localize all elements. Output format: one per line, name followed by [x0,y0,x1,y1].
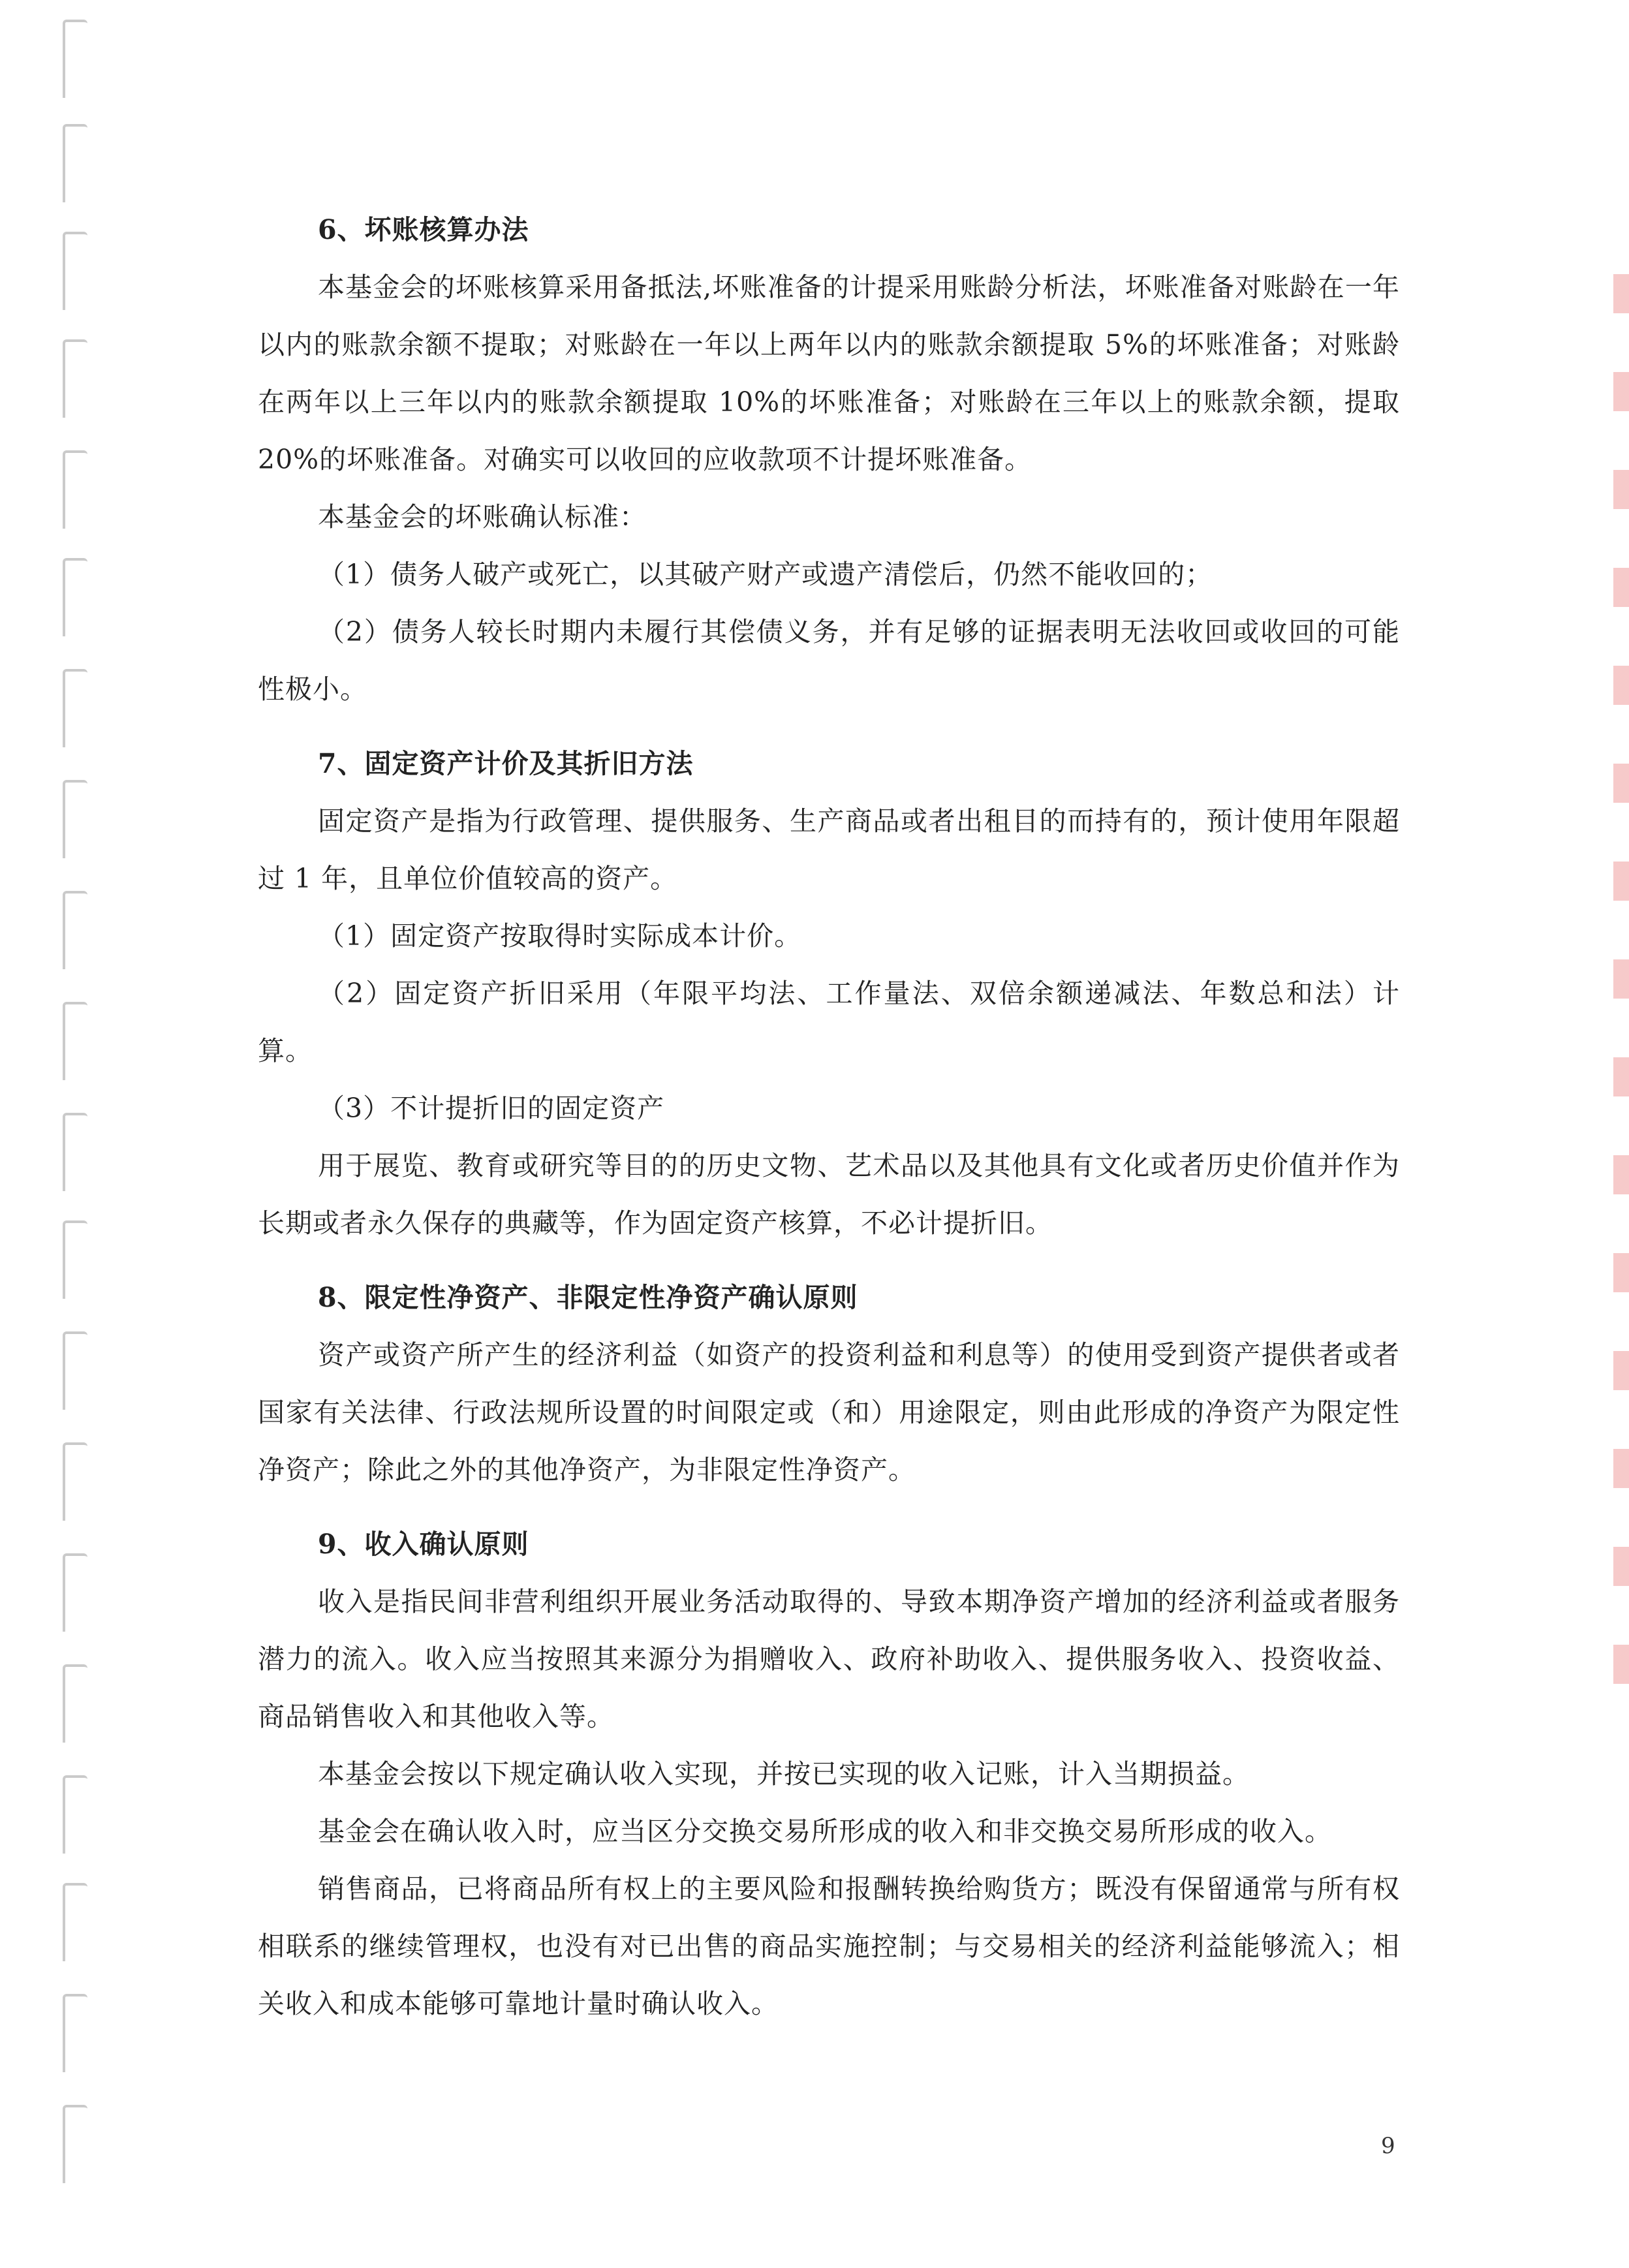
binding-hole [63,339,87,418]
binding-hole [63,232,87,310]
paragraph: 销售商品，已将商品所有权上的主要风险和报酬转换给购货方；既没有保留通常与所有权相联系的继续管理权，也没有对已出售的商品实施控制；与交易相关的经济利益能够流入；相关收入和成本能够可靠地计量时确认收入。 [258,1873,1400,2019]
section-heading: 9、收入确认原则 [318,1529,529,1560]
paragraph: 本基金会按以下规定确认收入实现，并按已实现的收入记账，计入当期损益。 [318,1758,1250,1790]
binding-hole [63,1002,87,1080]
binding-holes [0,0,98,2268]
document-body [258,196,1400,2032]
binding-hole [63,558,87,636]
binding-hole [63,669,87,747]
paragraph: （1）债务人破产或死亡，以其破产财产或遗产清偿后，仍然不能收回的； [318,559,1213,590]
paragraph: 固定资产是指为行政管理、提供服务、生产商品或者出租目的而持有的，预计使用年限超过 1 年，且单位价值较高的资产。 [258,805,1400,894]
binding-hole [63,124,87,202]
binding-hole [63,20,87,98]
section-heading: 7、固定资产计价及其折旧方法 [318,748,694,779]
binding-hole [63,450,87,529]
binding-hole [63,1220,87,1299]
section-heading: 8、限定性净资产、非限定性净资产确认原则 [318,1282,858,1313]
paragraph: 基金会在确认收入时，应当区分交换交易所形成的收入和非交换交易所形成的收入。 [318,1816,1332,1847]
paragraph: （2）债务人较长时期内未履行其偿债义务，并有足够的证据表明无法收回或收回的可能性极小。 [258,616,1400,705]
binding-hole [63,1664,87,1743]
binding-hole [63,1775,87,1854]
paragraph: 收入是指民间非营利组织开展业务活动取得的、导致本期净资产增加的经济利益或者服务潜力的流入。收入应当按照其来源分为捐赠收入、政府补助收入、提供服务收入、投资收益、商品销售收入和其他收入等。 [258,1586,1400,1732]
section-heading: 6、坏账核算办法 [318,214,529,245]
binding-hole [63,1553,87,1632]
paragraph: （2）固定资产折旧采用（年限平均法、工作量法、双倍余额递减法、年数总和法）计算。 [258,978,1400,1066]
binding-hole [63,1331,87,1410]
binding-hole [63,1113,87,1191]
paragraph: 本基金会的坏账核算采用备抵法,坏账准备的计提采用账龄分析法，坏账准备对账龄在一年以内的账款余额不提取；对账龄在一年以上两年以内的账款余额提取 5%的坏账准备；对账龄在两年以上三年以内的账款余额提取 10%的坏账准备；对账龄在三年以上的账款余额，提取 20%的坏账准备。对确实可以收回的应收款项不计提坏账准备。 [258,272,1400,475]
paragraph: 用于展览、教育或研究等目的的历史文物、艺术品以及其他具有文化或者历史价值并作为长期或者永久保存的典藏等，作为固定资产核算，不必计提折旧。 [258,1150,1400,1239]
paragraph: （1）固定资产按取得时实际成本计价。 [318,920,802,952]
paragraph: 资产或资产所产生的经济利益（如资产的投资利益和利息等）的使用受到资产提供者或者国家有关法律、行政法规所设置的时间限定或（和）用途限定，则由此形成的净资产为限定性净资产；除此之外的其他净资产，为非限定性净资产。 [258,1339,1400,1485]
binding-hole [63,780,87,858]
binding-hole [63,891,87,969]
paragraph: （3）不计提折旧的固定资产 [318,1093,665,1124]
binding-hole [63,1883,87,1961]
paragraph: 本基金会的坏账确认标准： [318,501,647,533]
binding-hole [63,1442,87,1521]
binding-hole [63,2105,87,2183]
seal-edge-mark [1613,274,1629,1684]
binding-hole [63,1994,87,2072]
page-number: 9 [1381,2133,1395,2159]
